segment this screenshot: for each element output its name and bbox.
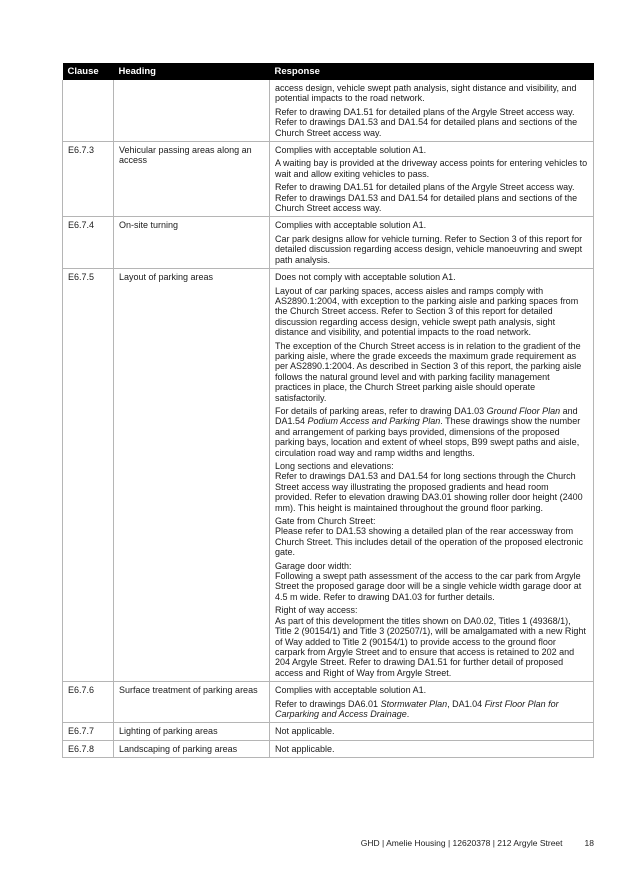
page-number: 18 [584, 838, 594, 848]
subheading: Gate from Church Street: [275, 516, 376, 527]
heading-cell: Lighting of parking areas [114, 723, 270, 740]
response-cell [270, 682, 594, 723]
heading-cell: Vehicular passing areas along an access [114, 142, 270, 217]
page-footer [0, 838, 594, 848]
response-paragraph: Not applicable. [275, 726, 335, 737]
response-paragraph: Layout of car parking spaces, access aisles and ramps comply with AS2890.1:2004, with exception to the parking aisle and parking spaces from the Church Street access. Refer to Section 3 of this report for detailed discussion regarding access design, vehicle swept path analysis, sight distance and visibility, and potential impacts to the road network. [275, 285, 579, 338]
response-paragraph: Refer to drawing DA1.51 for detailed plans of the Argyle Street access way. Refer to drawings DA1.53 and DA1.54 for detailed plans and sections of the Church Street access way. [275, 182, 578, 214]
response-paragraph: Complies with acceptable solution A1. [275, 685, 427, 696]
clause-cell: E6.7.6 [63, 682, 114, 723]
table-row [63, 682, 594, 723]
heading-cell [114, 80, 270, 142]
table-header-row [63, 63, 594, 80]
response-paragraph: For details of parking areas, refer to drawing DA1.03 Ground Floor Plan and DA1.54 Podium Access and Parking Plan. These drawings show the number and arrangement of parking bays provided, dimensions of the proposed parking bays, location and extent of wheel stops, B99 swept paths and aisle, circulation road way and ramp widths and lengths. [275, 405, 581, 458]
column-header-clause: Clause [63, 63, 114, 80]
column-header-response: Response [270, 63, 594, 80]
response-paragraph: access design, vehicle swept path analysis, sight distance and visibility, and potential impacts to the road network. [275, 83, 577, 104]
drawing-title: Stormwater Plan [380, 698, 448, 709]
table-row [63, 217, 594, 269]
response-paragraph: Refer to drawing DA1.51 for detailed plans of the Argyle Street access way. Refer to drawings DA1.53 and DA1.54 for detailed plans and sections of the Church Street access way. [275, 106, 578, 138]
subheading: Long sections and elevations: [275, 461, 394, 471]
response-cell [270, 142, 594, 217]
heading-cell: On-site turning [114, 217, 270, 269]
drawing-title: First Floor Plan for Carparking and Access Drainage [275, 698, 559, 719]
subheading: Right of way access: [275, 605, 358, 616]
response-paragraph: Gate from Church Street: Please refer to DA1.53 showing a detailed plan of the rear accessway from Church Street. This includes detail of the operation of the proposed electronic gate. [275, 516, 584, 558]
response-cell [270, 740, 594, 757]
table-row [63, 142, 594, 217]
response-paragraph: The exception of the Church Street access is in relation to the gradient of the parking aisle, where the grade exceeds the maximum grade requirement as per AS2890.1:2004. As described in Section 3 of this report, the parking aisle follows the natural ground level and with parking facility management practices in place, the Church Street parking aisle should operate satisfactorily. [275, 340, 582, 403]
column-header-heading: Heading [114, 63, 270, 80]
table-row [63, 723, 594, 740]
response-cell [270, 80, 594, 142]
table-row [63, 269, 594, 682]
response-paragraph: Not applicable. [275, 743, 335, 754]
heading-cell: Surface treatment of parking areas [114, 682, 270, 723]
clause-cell: E6.7.5 [63, 269, 114, 682]
response-paragraph: Car park designs allow for vehicle turning. Refer to Section 3 of this report for detailed discussion regarding access design, vehicle manoeuvring and swept path analysis. [275, 233, 583, 265]
clause-table [62, 63, 594, 758]
response-cell [270, 217, 594, 269]
response-cell [270, 723, 594, 740]
response-cell [270, 269, 594, 682]
response-paragraph: Refer to drawings DA6.01 Stormwater Plan, DA1.04 First Floor Plan for Carparking and Access Drainage. [275, 698, 559, 719]
subheading: Garage door width: [275, 560, 352, 571]
drawing-title: Ground Floor Plan [486, 405, 561, 416]
response-paragraph: Does not comply with acceptable solution A1. [275, 272, 456, 283]
clause-cell: E6.7.8 [63, 740, 114, 757]
footer-text: GHD | Amelie Housing | 12620378 | 212 Argyle Street [360, 838, 563, 848]
response-paragraph: Complies with acceptable solution A1. [275, 145, 427, 156]
table-row [63, 80, 594, 142]
response-paragraph: Complies with acceptable solution A1. [275, 220, 427, 231]
drawing-title: Podium Access and Parking Plan [307, 416, 441, 427]
table-row [63, 740, 594, 757]
response-paragraph: A waiting bay is provided at the driveway access points for entering vehicles to wait and allow exiting vehicles to pass. [275, 158, 588, 179]
clause-cell [63, 80, 114, 142]
clause-cell: E6.7.7 [63, 723, 114, 740]
response-paragraph: Right of way access: As part of this development the titles shown on DA0.02, Titles 1 (49368/1), Title 2 (90154/1) and Title 3 (202507/1), will be amalgamated with a new Right of Way added to Title 2 (90154/1) to provide access to the ground floor carpark from Argyle Street and to ensure that access is retained to 202 and 204 Argyle Street. Refer to drawing DA1.51 for further detail of proposed access and Right of Way from Argyle Street. [275, 605, 586, 678]
heading-cell: Layout of parking areas [114, 269, 270, 682]
response-paragraph: Long sections and elevations: Refer to drawings DA1.53 and DA1.54 for long sections through the Church Street access way illustrating the proposed gradients and head room provided. Refer to elevation drawing DA3.01 showing roller door height (2400 mm). This height is maintained throughout the ground floor parking. [275, 461, 583, 513]
heading-cell: Landscaping of parking areas [114, 740, 270, 757]
clause-cell: E6.7.3 [63, 142, 114, 217]
response-paragraph: Garage door width: Following a swept path assessment of the access to the car park from Argyle Street the proposed garage door will be a single vehicle width garage door at 4.5 m wide. Refer to drawing DA1.03 for further details. [275, 560, 582, 602]
clause-cell: E6.7.4 [63, 217, 114, 269]
